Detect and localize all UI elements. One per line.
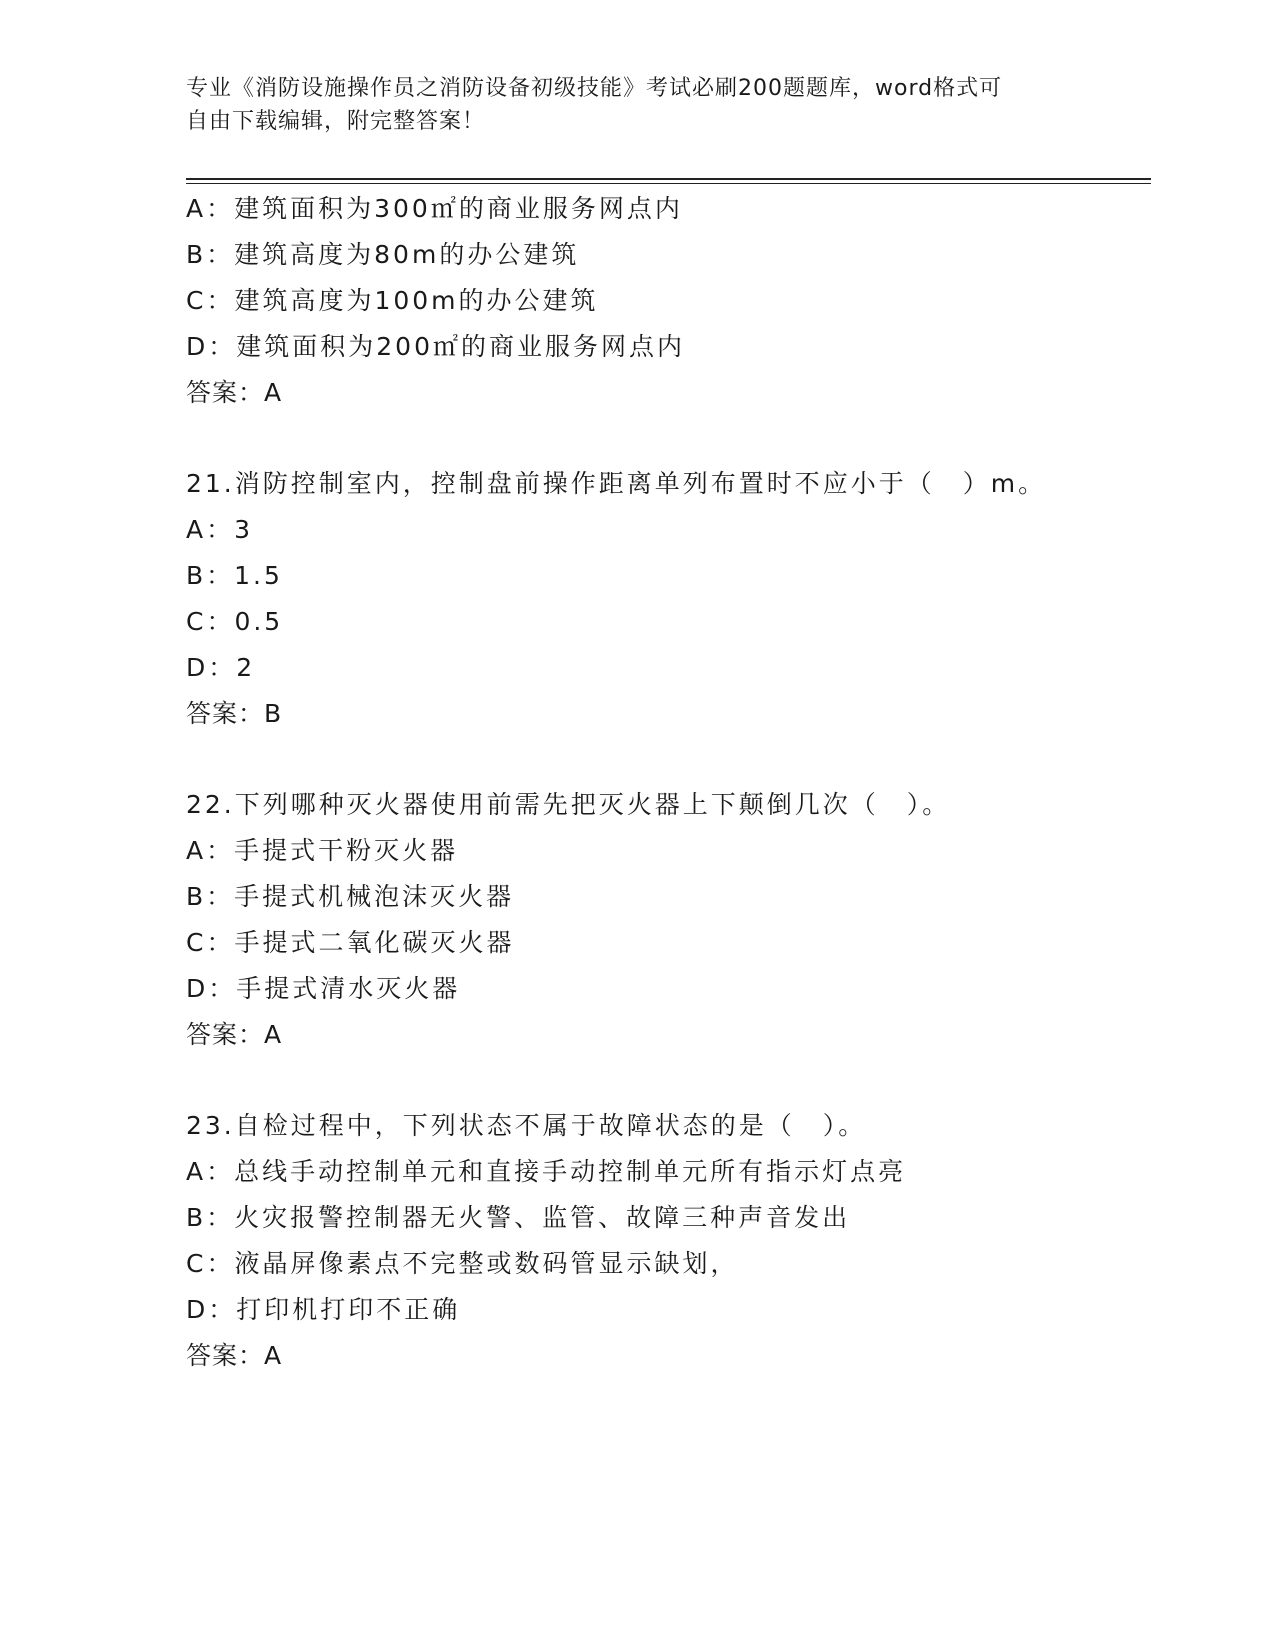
question-22 — [186, 782, 1151, 1058]
option-d: D：2 — [186, 653, 256, 682]
answer-line: 答案：B — [186, 699, 283, 728]
option-b: B：1.5 — [186, 561, 283, 590]
option-d: D：建筑面积为200㎡的商业服务网点内 — [186, 332, 685, 361]
option-c: C：0.5 — [186, 607, 284, 636]
option-b: B：火灾报警控制器无火警、监管、故障三种声音发出 — [186, 1203, 851, 1232]
option-d: D：手提式清水灭火器 — [186, 974, 461, 1003]
question-list — [186, 186, 1151, 1379]
answer-line: 答案：A — [186, 1341, 283, 1370]
header-divider-thick — [186, 178, 1151, 180]
question-23 — [186, 1103, 1151, 1379]
option-c: C：手提式二氧化碳灭火器 — [186, 928, 515, 957]
option-b: B：建筑高度为80m的办公建筑 — [186, 240, 580, 269]
answer-line: 答案：A — [186, 378, 283, 407]
answer-line: 答案：A — [186, 1020, 283, 1049]
question-stem: 22.下列哪种灭火器使用前需先把灭火器上下颠倒几次（ ）。 — [186, 790, 951, 819]
header-line-2: 自由下载编辑，附完整答案！ — [186, 109, 486, 134]
option-a: A：3 — [186, 515, 254, 544]
option-b: B：手提式机械泡沫灭火器 — [186, 882, 515, 911]
question-stem: 21.消防控制室内，控制盘前操作距离单列布置时不应小于（ ）m。 — [186, 469, 1047, 498]
question-21 — [186, 461, 1151, 737]
option-d: D：打印机打印不正确 — [186, 1295, 461, 1324]
option-c: C：液晶屏像素点不完整或数码管显示缺划， — [186, 1249, 739, 1278]
header-line-1: 专业《消防设施操作员之消防设备初级技能》考试必刷200题题库，word格式可 — [186, 76, 1003, 101]
option-c: C：建筑高度为100m的办公建筑 — [186, 286, 599, 315]
option-a: A：总线手动控制单元和直接手动控制单元所有指示灯点亮 — [186, 1157, 907, 1186]
header-divider-thin — [186, 183, 1151, 184]
option-a: A：手提式干粉灭火器 — [186, 836, 459, 865]
option-a: A：建筑面积为300㎡的商业服务网点内 — [186, 194, 683, 223]
question-stem: 23.自检过程中，下列状态不属于故障状态的是（ ）。 — [186, 1111, 867, 1140]
document-header — [186, 72, 1086, 138]
question-20 — [186, 186, 1151, 416]
